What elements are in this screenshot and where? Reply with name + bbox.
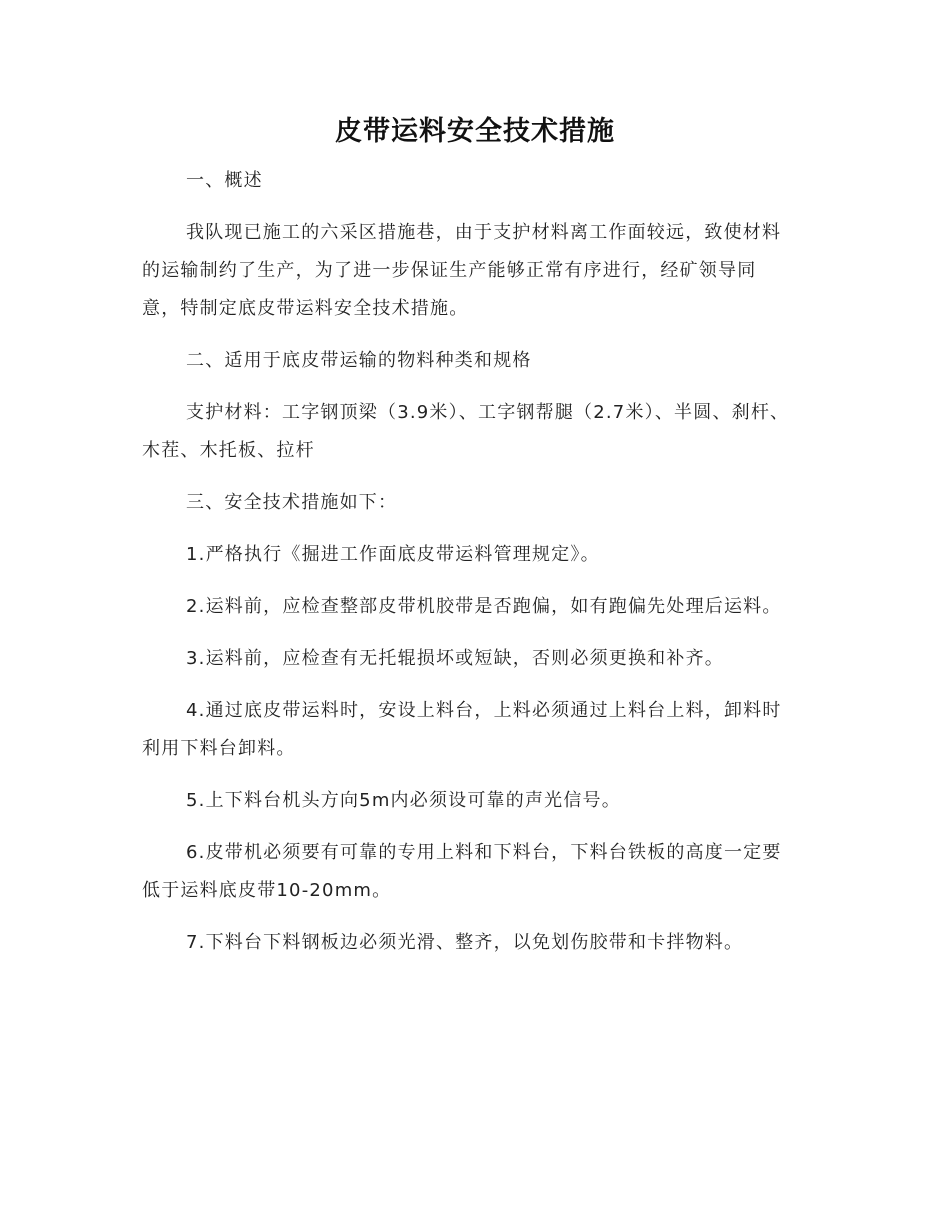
paragraph-overview: 我队现已施工的六采区措施巷，由于支护材料离工作面较远，致使材料的运输制约了生产，为了进一步保证生产能够正常有序进行，经矿领导同意，特制定底皮带运料安全技术措施。 [142,222,782,319]
measure-item-7: 7.下料台下料钢板边必须光滑、整齐，以免划伤胶带和卡拌物料。 [186,932,744,953]
paragraph-materials: 支护材料：工字钢顶梁（3.9米）、工字钢帮腿（2.7米）、半圆、刹杆、木茬、木托板、拉杆 [142,402,790,461]
section-heading-materials: 二、适用于底皮带运输的物料种类和规格 [186,350,532,371]
measure-item-3: 3.运料前，应检查有无托辊损坏或短缺，否则必须更换和补齐。 [186,648,724,669]
document-title: 皮带运料安全技术措施 [335,116,615,147]
section-heading-overview: 一、概述 [186,170,263,191]
measure-item-6: 6.皮带机必须要有可靠的专用上料和下料台，下料台铁板的高度一定要低于运料底皮带10-20mm。 [142,842,782,901]
document-body [142,162,794,976]
section-heading-measures: 三、安全技术措施如下： [186,492,398,513]
measure-item-4: 4.通过底皮带运料时，安设上料台，上料必须通过上料台上料，卸料时利用下料台卸料。 [142,700,782,759]
measure-item-5: 5.上下料台机头方向5m内必须设可靠的声光信号。 [186,790,621,811]
measure-item-2: 2.运料前，应检查整部皮带机胶带是否跑偏，如有跑偏先处理后运料。 [186,596,782,617]
measure-item-1: 1.严格执行《掘进工作面底皮带运料管理规定》。 [186,544,600,565]
